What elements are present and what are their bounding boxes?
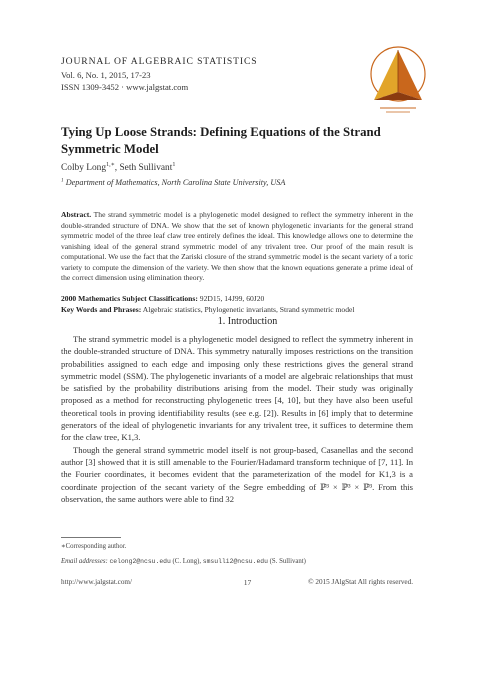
intro-body	[61, 333, 413, 505]
email-label: Email addresses:	[61, 558, 108, 565]
author-marks: 1	[172, 161, 176, 168]
msc-label: 2000 Mathematics Subject Classifications:	[61, 294, 198, 303]
keywords-label: Key Words and Phrases:	[61, 305, 142, 314]
abstract-text: The strand symmetric model is a phylogenetic model designed to reflect the symmetry inherent in the double-stranded structure of DNA. We show that the set of known phylogenetic invariants for the general strand symmetric model of the three leaf claw tree entirely defines the ideal. This knowledge allows one to determine the vanishing ideal of the general strand symmetric model of any trivalent tree. Our proof of the main result is computational. We use the fact that the Zariski closure of the strand symmetric model is the secant variety of a toric variety to compute the dimension of the variety. We then show that the known equations generate a prime ideal of the correct dimension using elimination theory.	[61, 210, 413, 282]
paper-title: Tying Up Loose Strands: Defining Equations of the Strand Symmetric Model	[61, 125, 381, 156]
affiliation	[61, 178, 285, 187]
logo-pyramid-right-face	[398, 50, 422, 100]
intro-paragraph: Though the general strand symmetric model itself is not group-based, Casanellas and the second author [3] showed that it is still amenable to the Fourier/Hadamard transform technique of [7, 11]. In the Fourier coordinates, it becomes evident that the parameterization of the model for K1,3 is a coordinate projection of the secant variety of the Segre embedding of ℙ³ × ℙ³ × ℙ³. From this observation, the same authors were able to find 32	[61, 444, 413, 504]
author-marks: 1,∗	[106, 161, 115, 168]
affiliation-text: Department of Mathematics, North Carolina State University, USA	[65, 178, 286, 187]
email-link[interactable]: smsulli2@ncsu.edu	[202, 558, 268, 565]
section-heading: 1. Introduction	[217, 316, 278, 327]
author-line: Colby Long$^{1,∗}$, Seth Sullivant$^1$	[61, 161, 176, 173]
journal-url-link[interactable]: http://www.jalgstat.com/	[61, 578, 133, 586]
page-number: 17	[243, 578, 252, 587]
keywords-line	[61, 305, 421, 316]
email-link[interactable]: celong2@ncsu.edu	[109, 558, 171, 565]
keywords-value: Algebraic statistics, Phylogenetic invariants, Strand symmetric model	[142, 305, 355, 314]
email-owner: (C. Long),	[172, 558, 202, 565]
author-name: Seth Sullivant	[119, 163, 173, 173]
abstract-label: Abstract.	[61, 210, 92, 219]
intro-paragraph: The strand symmetric model is a phylogenetic model designed to reflect the symmetry inherent in the double-stranded structure of DNA. This symmetry naturally imposes restrictions on the transition probabilities assigned to each edge and imposing only these restrictions gives the general strand symmetric model (SSM). The phylogenetic invariants of a model are algebraic relationships that must be satisfied by the probability distributions arising from the model. Their study was originally proposed as a method for reconstructing phylogenetic trees [4, 10], but they have also been useful theoretical tools in proving identifiability results (see e.g. [2]). Results in [6] imply that to determine generators of the ideal of phylogenetic invariants for any trivalent tree, it suffices to determine them for the claw tree, K1,3.	[61, 334, 413, 443]
issn-line: ISSN 1309-3452 · www.jalgstat.com	[61, 81, 189, 92]
footnote-emails	[61, 558, 306, 565]
copyright: © 2015 JAlgStat All rights reserved.	[308, 578, 413, 586]
affiliation-mark: 1	[61, 177, 64, 184]
journal-name: JOURNAL OF ALGEBRAIC STATISTICS	[61, 56, 258, 67]
footnote-rule	[61, 537, 121, 538]
author-name: Colby Long	[61, 163, 107, 173]
journal-meta	[61, 70, 188, 93]
email-owner: (S. Sullivant)	[269, 558, 306, 565]
abstract	[61, 210, 413, 284]
msc-value: 92D15, 14J99, 60J20	[199, 294, 265, 303]
msc-line	[61, 294, 421, 305]
logo-pyramid-left-face	[374, 50, 398, 100]
journal-logo	[366, 42, 430, 116]
volume-line: Vol. 6, No. 1, 2015, 17-23	[61, 70, 151, 80]
footnote-corresponding: ∗Corresponding author.	[61, 543, 127, 550]
